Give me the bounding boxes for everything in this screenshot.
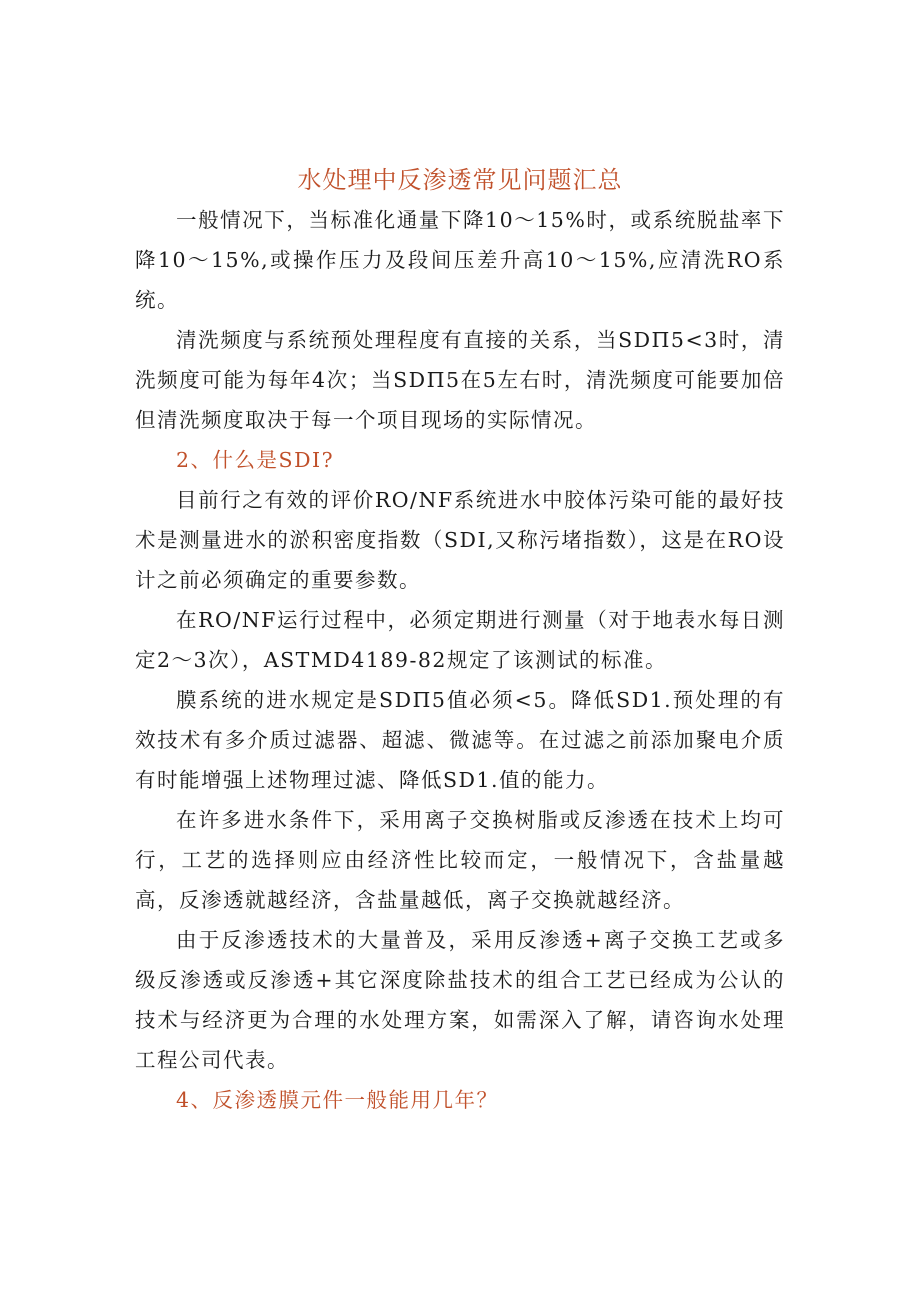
paragraph-cleaning-criteria: 一般情况下，当标准化通量下降10～15%时，或系统脱盐率下降10～15%,或操作压力及段间压差升高10～15%,应清洗RO系统。 bbox=[135, 208, 785, 312]
paragraph-feed-requirements: 膜系统的进水规定是SDΠ5值必须<5。降低SD1.预处理的有效技术有多介质过滤器、超滤、微滤等。在过滤之前添加聚电介质有时能增强上述物理过滤、降低SD1.值的能力。 bbox=[135, 688, 785, 792]
document-title: 水处理中反渗透常见问题汇总 bbox=[297, 166, 623, 194]
paragraph-sdi-measurement: 在RO/NF运行过程中，必须定期进行测量（对于地表水每日测定2～3次），ASTMD4189-82规定了该测试的标准。 bbox=[135, 608, 785, 672]
paragraph-process-selection: 在许多进水条件下，采用离子交换树脂或反渗透在技术上均可行，工艺的选择则应由经济性比较而定，一般情况下，含盐量越高，反渗透就越经济，含盐量越低，离子交换就越经济。 bbox=[135, 808, 785, 912]
document-page bbox=[135, 160, 785, 1120]
paragraph-sdi-definition: 目前行之有效的评价RO/NF系统进水中胶体污染可能的最好技术是测量进水的淤积密度指数（SDI,又称污堵指数），这是在RO设计之前必须确定的重要参数。 bbox=[135, 488, 785, 592]
paragraph-cleaning-frequency: 清洗频度与系统预处理程度有直接的关系，当SDΠ5<3时，清洗频度可能为每年4次；当SDΠ5在5左右时，清洗频度可能要加倍但清洗频度取决于每一个项目现场的实际情况。 bbox=[135, 328, 785, 432]
paragraph-combined-process: 由于反渗透技术的大量普及，采用反渗透+离子交换工艺或多级反渗透或反渗透+其它深度除盐技术的组合工艺已经成为公认的技术与经济更为合理的水处理方案，如需深入了解，请咨询水处理工程公司代表。 bbox=[135, 928, 785, 1072]
section-heading-membrane-life: 4、反渗透膜元件一般能用几年？ bbox=[176, 1088, 499, 1112]
section-heading-sdi: 2、什么是SDI? bbox=[176, 448, 335, 472]
